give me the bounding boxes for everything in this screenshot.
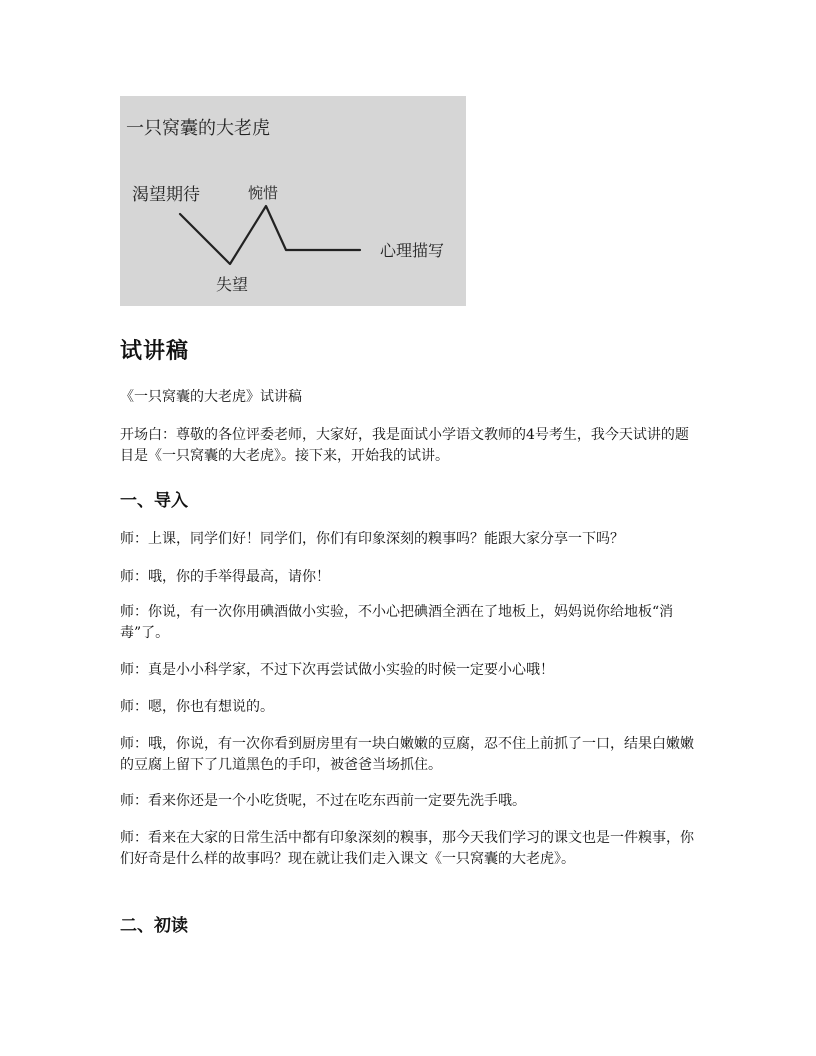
- paragraph: 师：看来在大家的日常生活中都有印象深刻的糗事，那今天我们学习的课文也是一件糗事，你们好奇是什么样的故事吗？现在就让我们走入课文《一只窝囊的大老虎》。: [120, 830, 694, 867]
- paragraph: 师：哦，你说，有一次你看到厨房里有一块白嫩嫩的豆腐，忍不住上前抓了一口，结果白嫩嫩的豆腐上留下了几道黑色的手印，被爸爸当场抓住。: [120, 736, 694, 773]
- paragraph: 师：真是小小科学家，不过下次再尝试做小实验的时候一定要小心哦！: [120, 662, 554, 678]
- emotion-curve-sketch: [120, 96, 466, 306]
- section-heading-introduction: 一、导入: [120, 491, 188, 511]
- label-pity: 惋惜: [248, 184, 279, 202]
- paragraph: 师：上课，同学们好！同学们，你们有印象深刻的糗事吗？能跟大家分享一下吗？: [120, 531, 624, 547]
- opening-paragraph: 开场白：尊敬的各位评委老师，大家好，我是面试小学语文教师的4号考生，我今天试讲的题目是《一只窝囊的大老虎》。接下来，开始我的试讲。: [120, 427, 689, 464]
- label-expectation: 渴望期待: [132, 185, 200, 205]
- paragraph: 师：你说，有一次你用碘酒做小实验，不小心把碘酒全洒在了地板上，妈妈说你给地板“消毒”了。: [120, 604, 674, 641]
- label-psychology: 心理描写: [380, 241, 445, 260]
- handwritten-diagram-photo: [120, 96, 466, 306]
- page-title: 试讲稿: [120, 339, 190, 364]
- sketch-title: 一只窝囊的大老虎: [126, 118, 270, 139]
- paragraph: 师：看来你还是一个小吃货呢，不过在吃东西前一定要先洗手哦。: [120, 793, 526, 809]
- label-disappointment: 失望: [216, 275, 249, 294]
- lecture-subtitle: 《一只窝囊的大老虎》试讲稿: [120, 389, 302, 405]
- section-heading-first-reading: 二、初读: [120, 916, 188, 936]
- paragraph: 师：哦，你的手举得最高，请你！: [120, 569, 330, 585]
- paragraph: 师：嗯，你也有想说的。: [120, 699, 274, 715]
